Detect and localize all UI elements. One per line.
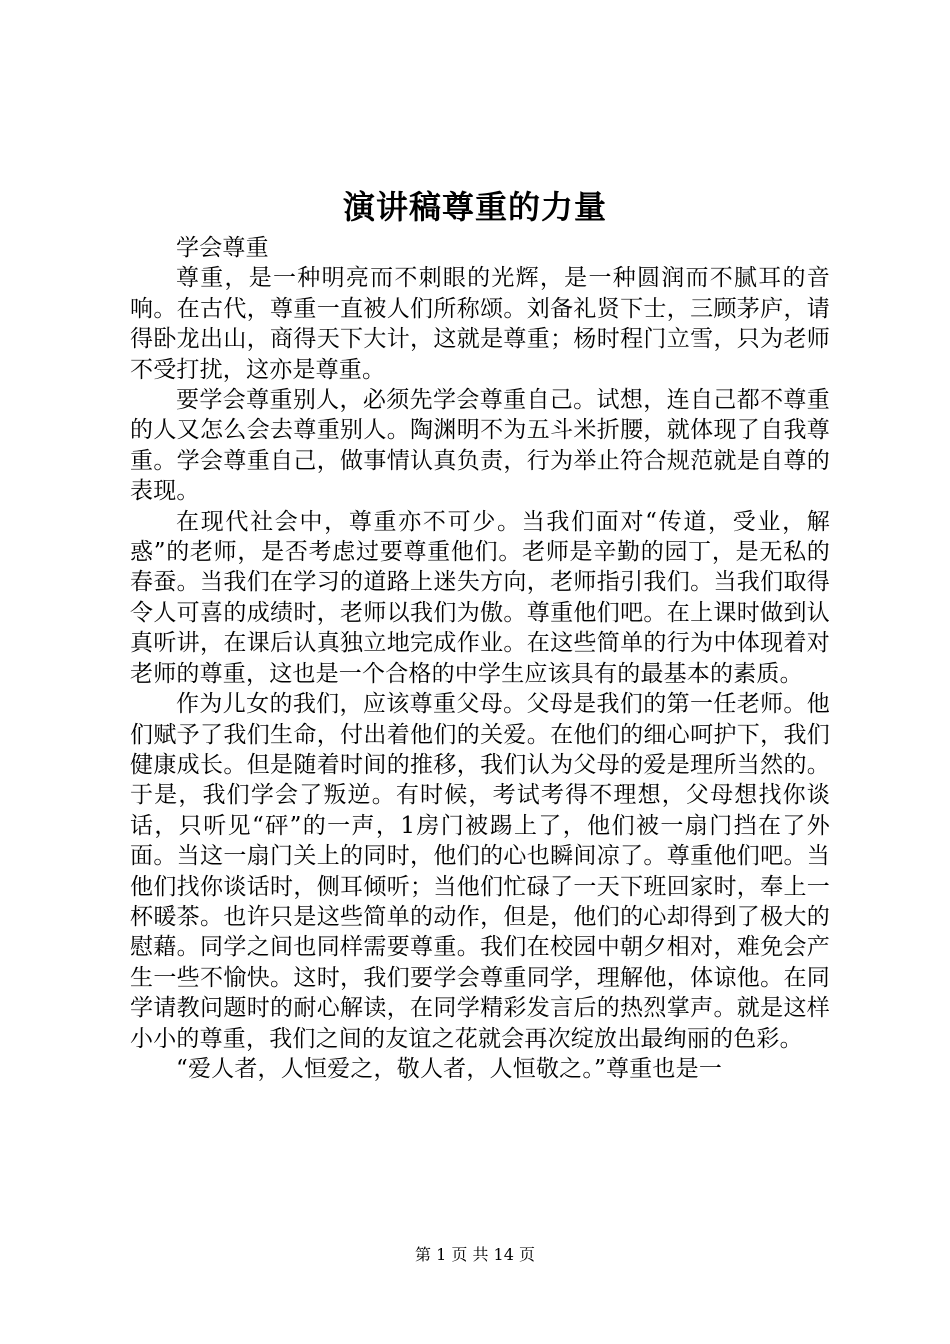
paragraph-5: “爱人者，人恒爱之，敬人者，人恒敬之。”尊重也是一 xyxy=(176,1055,723,1082)
paragraph-4: 作为儿女的我们，应该尊重父母。父母是我们的第一任老师。他们赋予了我们生命，付出着他们的关爱。在他们的细心呵护下，我们健康成长。但是随着时间的推移，我们认为父母的爱是理所当然的。于是，我们学会了叛逆。有时候，考试考得不理想，父母想找你谈话，只听见“砰”的一声，1房门被踢上了，他们被一扇门挡在了外面。当这一扇门关上的同时，他们的心也瞬间凉了。尊重他们吧。当他们找你谈话时，侧耳倾听；当他们忙碌了一天下班回家时，奉上一杯暖茶。也许只是这些简单的动作，但是，他们的心却得到了极大的慰藉。同学之间也同样需要尊重。我们在校园中朝夕相对，难免会产生一些不愉快。这时，我们要学会尊重同学，理解他，体谅他。在同学请教问题时的耐心解读，在同学精彩发言后的热烈掌声。就是这样小小的尊重，我们之间的友谊之花就会再次绽放出最绚丽的色彩。 xyxy=(130,691,830,1052)
page-footer: 第 1 页 共 14 页 xyxy=(415,1245,535,1264)
paragraph-2: 要学会尊重别人，必须先学会尊重自己。试想，连自己都不尊重的人又怎么会去尊重别人。陶渊明不为五斗米折腰，就体现了自我尊重。学会尊重自己，做事情认真负责，行为举止符合规范就是自尊的表现。 xyxy=(130,387,830,505)
paragraph-1: 尊重，是一种明亮而不刺眼的光辉，是一种圆润而不腻耳的音响。在古代，尊重一直被人们所称颂。刘备礼贤下士，三顾茅庐，请得卧龙出山，商得天下大计，这就是尊重；杨时程门立雪，只为老师不受打扰，这亦是尊重。 xyxy=(130,265,830,383)
document-title: 演讲稿尊重的力量 xyxy=(342,188,607,226)
paragraph-3: 在现代社会中，尊重亦不可少。当我们面对“传道，受业，解惑”的老师，是否考虑过要尊重他们。老师是辛勤的园丁，是无私的春蚕。当我们在学习的道路上迷失方向，老师指引我们。当我们取得令人可喜的成绩时，老师以我们为傲。尊重他们吧。在上课时做到认真听讲，在课后认真独立地完成作业。在这些简单的行为中体现着对老师的尊重，这也是一个合格的中学生应该具有的最基本的素质。 xyxy=(130,508,830,687)
paragraph-subtitle: 学会尊重 xyxy=(176,235,269,261)
document-body xyxy=(130,233,830,1084)
